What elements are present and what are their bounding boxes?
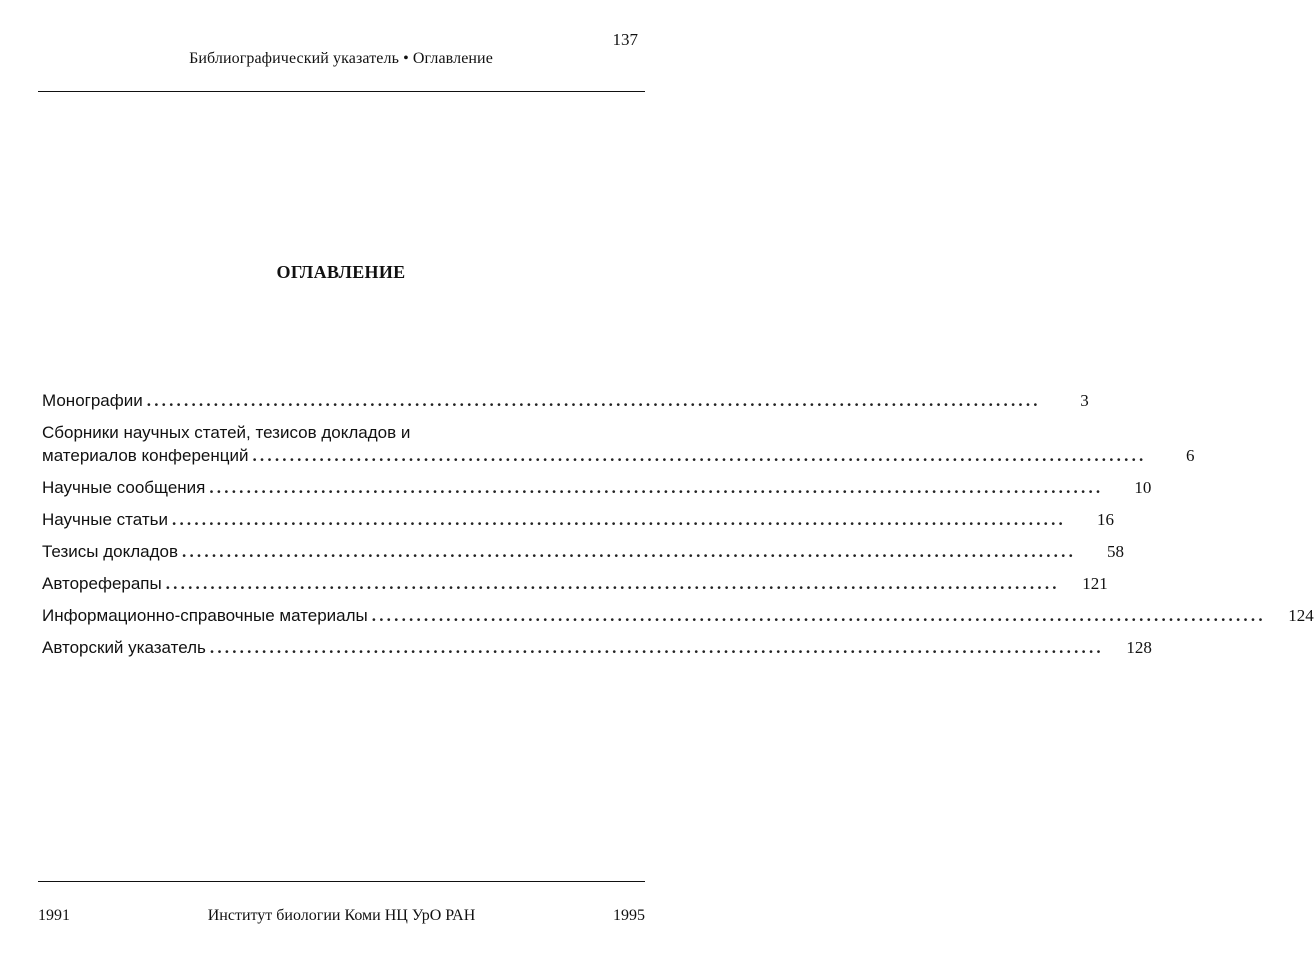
dot-leader: ........................................................................................................................ bbox=[165, 574, 1060, 593]
toc-item-title-line1: Сборники научных статей, тезисов докладов и bbox=[42, 423, 411, 442]
running-header: Библиографический указатель • Оглавление bbox=[189, 50, 493, 67]
toc-item-page: 3 bbox=[1080, 391, 1089, 410]
dot-leader: ........................................................................................................................ bbox=[172, 510, 1066, 529]
toc-item-title: материалов конференций bbox=[42, 446, 249, 465]
toc-item-page: 121 bbox=[1082, 574, 1108, 593]
dot-leader: ........................................................................................................................ bbox=[209, 638, 1104, 657]
toc-item-page: 124 bbox=[1288, 606, 1314, 625]
toc-item-title: Научные статьи bbox=[42, 510, 168, 529]
toc-item-abstracts[interactable] bbox=[42, 540, 1125, 563]
footer-publisher: Институт биологии Коми НЦ УрО РАН bbox=[207, 907, 476, 924]
dot-leader: ........................................................................................................................ bbox=[371, 606, 1266, 625]
footer-year-start: 1991 bbox=[38, 907, 70, 924]
toc-item-dissertation-abstracts[interactable] bbox=[42, 572, 1108, 595]
toc-item-author-index[interactable] bbox=[42, 636, 1152, 659]
footer-year-end: 1995 bbox=[613, 907, 645, 924]
toc-item-page: 6 bbox=[1185, 446, 1195, 465]
toc-item-title: Тезисы докладов bbox=[42, 542, 179, 561]
toc-item-title: Монографии bbox=[42, 391, 143, 410]
page-title: ОГЛАВЛЕНИЕ bbox=[276, 262, 406, 282]
table-of-contents bbox=[42, 389, 1314, 668]
toc-item-collections[interactable] bbox=[42, 421, 1195, 467]
dot-leader: ........................................................................................................................ bbox=[209, 478, 1104, 497]
toc-item-reference-materials[interactable] bbox=[42, 604, 1314, 627]
toc-item-page: 16 bbox=[1097, 510, 1114, 529]
toc-item-scientific-reports[interactable] bbox=[42, 476, 1152, 499]
dot-leader: ........................................................................................................................ bbox=[146, 391, 1041, 410]
toc-item-title: Научные сообщения bbox=[42, 478, 206, 497]
toc-item-scientific-articles[interactable] bbox=[42, 508, 1114, 531]
toc-item-monographs[interactable] bbox=[42, 389, 1089, 412]
toc-item-title: Автореферапы bbox=[42, 574, 162, 593]
footer-divider bbox=[38, 881, 645, 882]
dot-leader: ........................................................................................................................ bbox=[252, 446, 1147, 465]
toc-item-page: 58 bbox=[1107, 542, 1125, 561]
dot-leader: ........................................................................................................................ bbox=[182, 542, 1077, 561]
toc-item-title: Информационно-справочные материалы bbox=[42, 606, 368, 625]
toc-item-page: 128 bbox=[1126, 638, 1152, 657]
page-number: 137 bbox=[612, 30, 638, 49]
header-divider bbox=[38, 91, 645, 92]
toc-item-page: 10 bbox=[1134, 478, 1152, 497]
toc-item-title: Авторский указатель bbox=[42, 638, 206, 657]
